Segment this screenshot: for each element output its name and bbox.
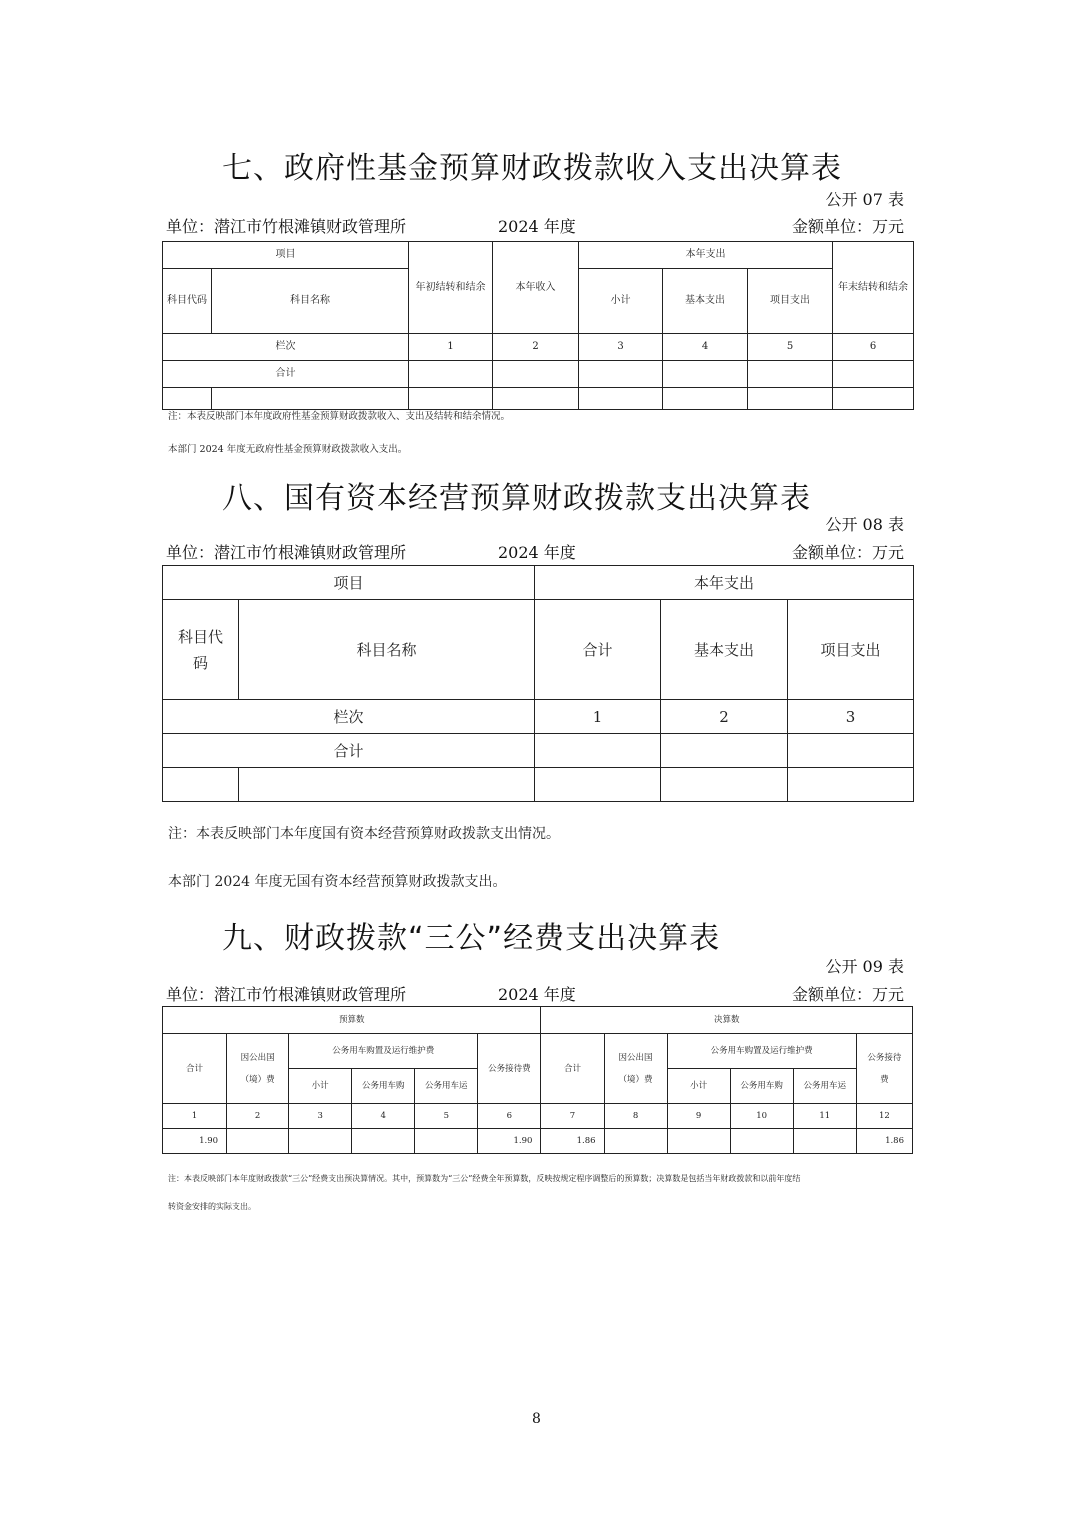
header-budget-abroad-line2: （境）费 <box>240 1074 275 1085</box>
value-final-total: 1.86 <box>541 1129 604 1154</box>
header-final: 决算数 <box>541 1007 913 1034</box>
column-number: 8 <box>604 1104 667 1129</box>
header-current-expense: 本年支出 <box>579 242 833 269</box>
header-budget-vehicle-purchase: 公务用车购 <box>352 1069 415 1104</box>
column-number: 6 <box>478 1104 541 1129</box>
header-budget: 预算数 <box>163 1007 541 1034</box>
total-cell <box>748 361 833 388</box>
header-final-vehicle-operation: 公务用车运 <box>793 1069 856 1104</box>
table7-note: 注：本表反映部门本年度政府性基金预算财政拨款收入、支出及结转和结余情况。 <box>168 411 511 422</box>
value-final-abroad <box>604 1129 667 1154</box>
column-number: 2 <box>661 700 788 734</box>
header-final-total: 合计 <box>541 1034 604 1104</box>
table9-unit: 单位：潜江市竹根滩镇财政管理所 <box>166 985 407 1004</box>
table8-title: 八、国有资本经营预算财政拨款支出决算表 <box>222 481 811 516</box>
header-final-abroad-line2: （境）费 <box>618 1074 653 1085</box>
table7-year: 2024 年度 <box>498 217 576 236</box>
header-basic-expense: 基本支出 <box>661 600 788 700</box>
header-budget-abroad-line1: 因公出国 <box>240 1052 275 1063</box>
value-budget-total: 1.90 <box>163 1129 227 1154</box>
header-basic-expense: 基本支出 <box>663 269 748 334</box>
header-final-reception <box>856 1034 912 1104</box>
header-total: 合计 <box>535 600 661 700</box>
table7-amount-unit: 金额单位：万元 <box>791 217 904 236</box>
table9-title: 九、财政拨款“三公”经费支出决算表 <box>222 921 721 956</box>
total-cell <box>535 734 661 768</box>
column-number: 10 <box>730 1104 793 1129</box>
header-final-abroad <box>604 1034 667 1104</box>
total-label: 合计 <box>163 361 409 388</box>
header-final-reception-line2: 费 <box>880 1074 889 1085</box>
header-budget-vehicle: 公务用车购置及运行维护费 <box>289 1034 478 1069</box>
column-number-row <box>163 700 914 734</box>
table9-year: 2024 年度 <box>498 985 576 1004</box>
header-final-reception-line1: 公务接待 <box>867 1052 902 1063</box>
value-final-vehicle-subtotal <box>667 1129 730 1154</box>
header-item: 项目 <box>163 242 409 269</box>
column-number: 1 <box>409 334 493 361</box>
total-row <box>163 361 914 388</box>
table8 <box>162 565 914 802</box>
column-number: 2 <box>493 334 579 361</box>
table7 <box>162 241 914 410</box>
column-number: 3 <box>579 334 663 361</box>
header-subject-name: 科目名称 <box>239 600 535 700</box>
header-final-abroad-line1: 因公出国 <box>618 1052 653 1063</box>
table8-year: 2024 年度 <box>498 543 576 562</box>
header-final-vehicle: 公务用车购置及运行维护费 <box>667 1034 856 1069</box>
header-budget-reception: 公务接待费 <box>478 1034 541 1104</box>
column-number: 7 <box>541 1104 604 1129</box>
table9 <box>162 1006 913 1154</box>
table9-amount-unit: 金额单位：万元 <box>791 985 904 1004</box>
header-ending-balance: 年末结转和结余 <box>833 242 914 334</box>
table9-note: 注：本表反映部门本年度财政拨款“三公”经费支出预决算情况。其中，预算数为“三公”经费全年预算数，反映按规定程序调整后的预算数；决算数是包括当年财政拨款和以前年度结 <box>168 1174 801 1183</box>
table8-code: 公开 08 表 <box>825 515 904 534</box>
total-cell <box>579 361 663 388</box>
total-cell <box>663 361 748 388</box>
column-number: 5 <box>748 334 833 361</box>
header-budget-vehicle-operation: 公务用车运 <box>415 1069 478 1104</box>
column-number: 3 <box>289 1104 352 1129</box>
value-budget-vehicle-subtotal <box>289 1129 352 1154</box>
header-current-income: 本年收入 <box>493 242 579 334</box>
header-final-vehicle-purchase: 公务用车购 <box>730 1069 793 1104</box>
column-number: 9 <box>667 1104 730 1129</box>
total-label: 合计 <box>163 734 535 768</box>
column-number-label: 栏次 <box>163 700 535 734</box>
value-budget-vehicle-purchase <box>352 1129 415 1154</box>
header-project-expense: 项目支出 <box>788 600 914 700</box>
header-subtotal: 小计 <box>579 269 663 334</box>
table8-amount-unit: 金额单位：万元 <box>791 543 904 562</box>
header-budget-total: 合计 <box>163 1034 227 1104</box>
column-number: 12 <box>856 1104 912 1129</box>
column-number-label: 栏次 <box>163 334 409 361</box>
column-number: 5 <box>415 1104 478 1129</box>
table7-title: 七、政府性基金预算财政拨款收入支出决算表 <box>222 151 842 186</box>
header-subject-code: 科目代码 <box>163 600 239 700</box>
table8-note-none: 本部门 2024 年度无国有资本经营预算财政拨款支出。 <box>168 874 507 890</box>
column-number: 6 <box>833 334 914 361</box>
total-row <box>163 734 914 768</box>
header-subject-name: 科目名称 <box>212 269 409 334</box>
column-number: 2 <box>227 1104 289 1129</box>
total-cell <box>661 734 788 768</box>
column-number: 1 <box>163 1104 227 1129</box>
table7-note-none: 本部门 2024 年度无政府性基金预算财政拨款收入支出。 <box>168 444 408 455</box>
header-project-expense: 项目支出 <box>748 269 833 334</box>
header-subject-code: 科目代码 <box>163 269 212 334</box>
table7-code: 公开 07 表 <box>825 190 904 209</box>
total-cell <box>409 361 493 388</box>
empty-row <box>163 768 914 802</box>
header-final-subtotal: 小计 <box>667 1069 730 1104</box>
table7-unit: 单位：潜江市竹根滩镇财政管理所 <box>166 217 407 236</box>
column-number-row <box>163 334 914 361</box>
header-item: 项目 <box>163 566 535 600</box>
column-number: 4 <box>663 334 748 361</box>
total-cell <box>788 734 914 768</box>
value-budget-reception: 1.90 <box>478 1129 541 1154</box>
page-number: 8 <box>532 1411 541 1427</box>
column-number-row <box>163 1104 913 1129</box>
empty-row <box>163 388 914 410</box>
column-number: 3 <box>788 700 914 734</box>
header-beginning-balance: 年初结转和结余 <box>409 242 493 334</box>
table8-note: 注：本表反映部门本年度国有资本经营预算财政拨款支出情况。 <box>168 826 560 842</box>
header-current-expense: 本年支出 <box>535 566 914 600</box>
value-final-reception: 1.86 <box>856 1129 912 1154</box>
table9-note-cont: 转资金安排的实际支出。 <box>168 1202 256 1211</box>
total-cell <box>833 361 914 388</box>
header-budget-subtotal: 小计 <box>289 1069 352 1104</box>
values-row <box>163 1129 913 1154</box>
value-final-vehicle-purchase <box>730 1129 793 1154</box>
column-number: 11 <box>793 1104 856 1129</box>
total-cell <box>493 361 579 388</box>
value-final-vehicle-operation <box>793 1129 856 1154</box>
column-number: 1 <box>535 700 661 734</box>
table9-code: 公开 09 表 <box>825 957 904 976</box>
column-number: 4 <box>352 1104 415 1129</box>
table8-unit: 单位：潜江市竹根滩镇财政管理所 <box>166 543 407 562</box>
value-budget-vehicle-operation <box>415 1129 478 1154</box>
header-budget-abroad <box>227 1034 289 1104</box>
value-budget-abroad <box>227 1129 289 1154</box>
